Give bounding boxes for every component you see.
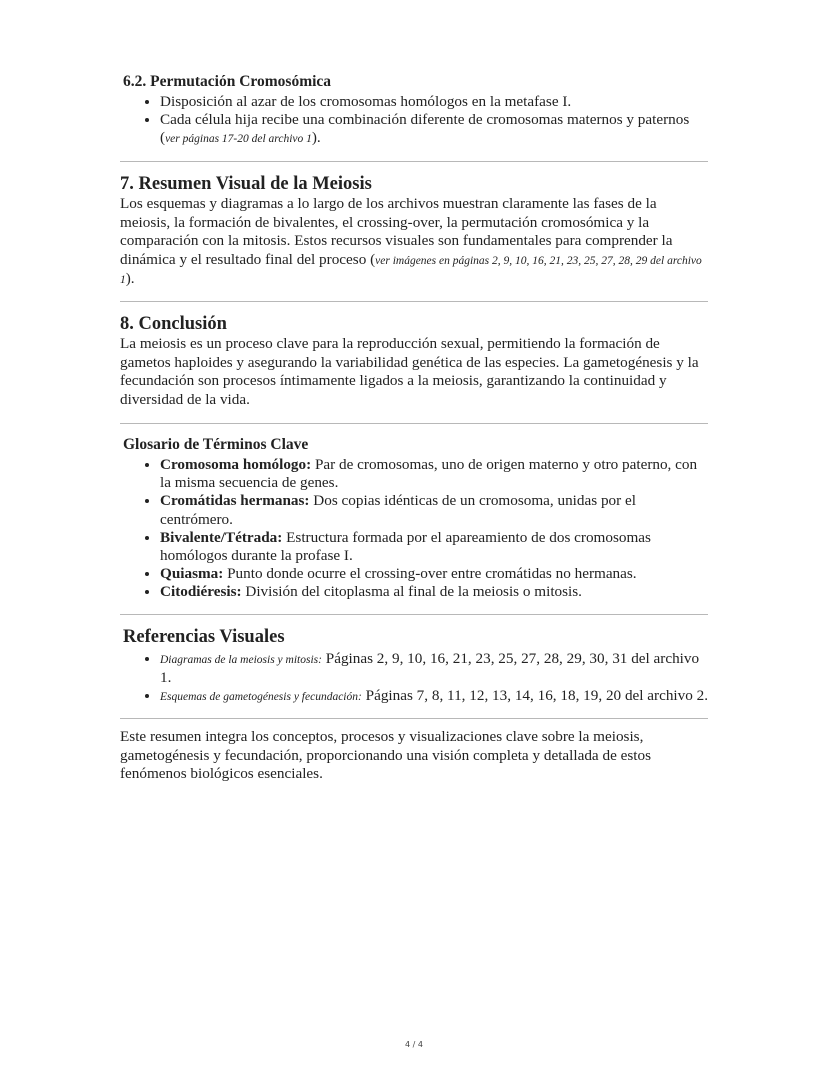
definition: Par de cromosomas, uno de origen materno y otro paterno, con la misma secuencia de genes. (160, 456, 698, 492)
reference-label: Esquemas de gametogénesis y fecundación: (160, 691, 362, 704)
divider (120, 301, 708, 302)
page-reference: ver imágenes en páginas 2, 9, 10, 16, 21, 23, 25, 27, 28, 29 del archivo 1 (120, 254, 702, 287)
definition: Dos copias idénticas de un cromosoma, unidas por el centrómero. (160, 492, 636, 528)
section-heading: Glosario de Términos Clave (123, 436, 309, 453)
paragraph-text: ). (125, 270, 135, 288)
glossary-section (120, 435, 710, 602)
list-item: • Disposición al azar de los cromosomas homólogos en la metafase I. (160, 93, 710, 111)
reference-item (160, 687, 710, 706)
definition: Estructura formada por el apareamiento de dos cromosomas homólogos durante la profase I. (160, 528, 651, 565)
glossary-item (160, 456, 710, 492)
reference-text: Páginas 7, 8, 11, 12, 13, 14, 16, 18, 19, 20 del archivo 2. (361, 687, 709, 705)
section-heading: 8. Conclusión (120, 314, 227, 334)
divider (120, 614, 708, 615)
glossary-item (160, 565, 710, 583)
glossary-item (160, 529, 710, 565)
term: Cromátidas hermanas: (160, 492, 310, 510)
reference-text: Páginas 2, 9, 10, 16, 21, 23, 25, 27, 28, 29, 30, 31 del archivo 1. (160, 650, 700, 687)
section-heading: Referencias Visuales (123, 627, 285, 647)
term: Bivalente/Tétrada: (160, 528, 283, 546)
section-6-2 (120, 72, 710, 149)
divider (120, 161, 708, 162)
list-item (160, 111, 710, 148)
paragraph: La meiosis es un proceso clave para la reproducción sexual, permitiendo la formación de gametos haploides y asegurando la variabilidad genética de las especies. La gametogénesis y la fecundación son procesos íntimamente ligados a la meiosis, garantizando la continuidad y diversidad de la vida. (120, 335, 699, 408)
reference-label: Diagramas de la meiosis y mitosis: (160, 654, 322, 666)
visual-references-section (120, 626, 710, 707)
paragraph-text: Los esquemas y diagramas a lo largo de los archivos muestran claramente las fases de la meiosis, la formación de bivalentes, el crossing-over, la permutación cromosómica y la comparación con la mitosis. Estos recursos visuales son fundamentales para comprender la dinámica y el resultado final del proceso ( (120, 195, 673, 268)
section-7 (120, 173, 710, 290)
paragraph (120, 195, 710, 290)
reference-list (120, 650, 710, 707)
closing-paragraph: Este resumen integra los conceptos, procesos y visualizaciones clave sobre la meiosis, gametogénesis y fecundación, proporcionando una visión completa y detallada de estos fenómenos biológicos esenciales. (120, 728, 651, 783)
section-heading: 7. Resumen Visual de la Meiosis (120, 174, 372, 194)
glossary-item (160, 583, 710, 601)
term: Cromosoma homólogo: (160, 456, 312, 473)
bullet-list (120, 93, 710, 149)
closing-section (120, 728, 710, 784)
item-text: ). (311, 129, 321, 147)
term: Citodiéresis: (160, 583, 242, 601)
glossary-item (160, 492, 710, 528)
definition: División del citoplasma al final de la meiosis o mitosis. (241, 583, 582, 601)
item-text: Cada célula hija recibe una combinación diferente de cromosomas maternos y paternos ( (160, 111, 690, 147)
term: Quiasma: (160, 565, 224, 583)
divider (120, 423, 708, 424)
page-number: 4 / 4 (405, 1040, 423, 1049)
page-reference: ver páginas 17-20 del archivo 1 (165, 133, 312, 146)
divider (120, 718, 708, 719)
section-8 (120, 313, 710, 409)
definition: Punto donde ocurre el crossing-over entre cromátidas no hermanas. (223, 565, 637, 583)
reference-item (160, 650, 710, 687)
section-heading: 6.2. Permutación Cromosómica (123, 73, 332, 90)
glossary-list (120, 456, 710, 602)
